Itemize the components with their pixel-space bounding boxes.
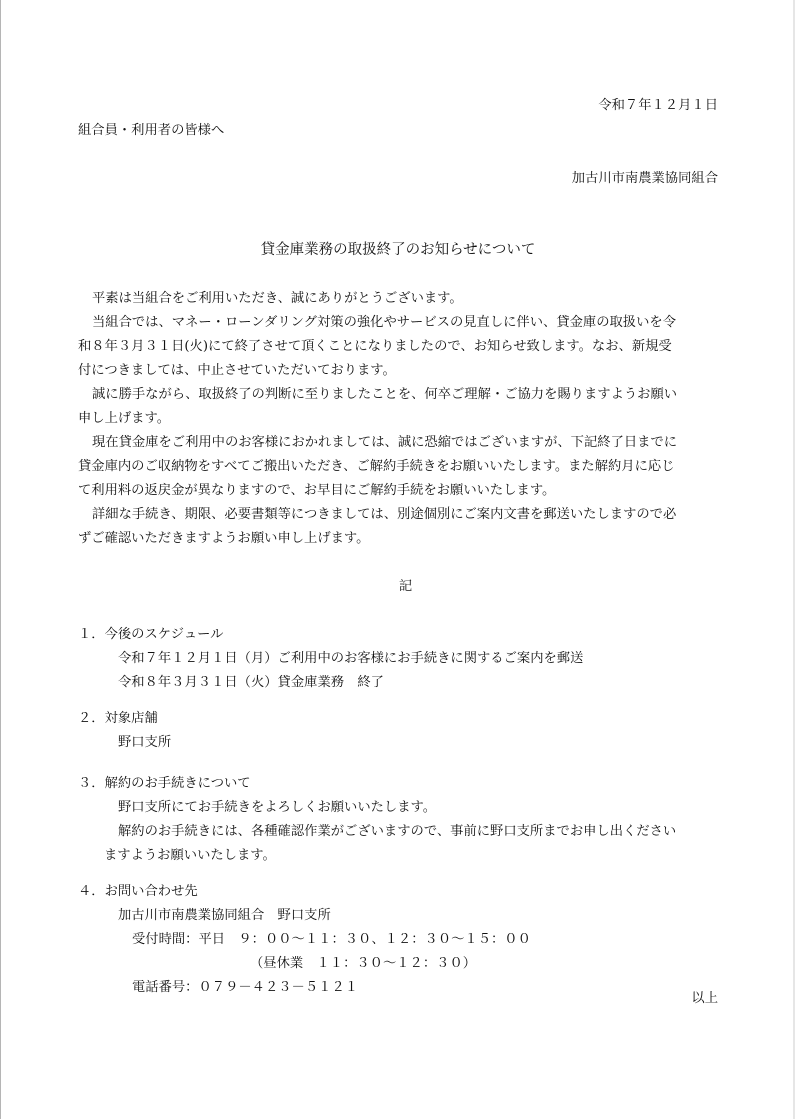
body-line: 和８年３月３１日(火)にて終了させて頂くことになりましたので、お知らせ致します。なお、新規受 [78, 339, 672, 354]
body-line: 当組合では、マネー・ローンダリング対策の強化やサービスの見直しに伴い、貸金庫の取扱いを令 [92, 315, 676, 330]
page-edge-left [0, 0, 1, 1119]
section-heading-procedure: ３．解約のお手続きについて [78, 776, 251, 791]
body-line: 誠に勝手ながら、取扱終了の判断に至りましたことを、何卒ご理解・ご協力を賜りますようお願い [92, 387, 678, 402]
contact-lunch-break: （昼休業 １１：３０～１２：３０） [250, 956, 477, 971]
section-heading-contact: ４．お問い合わせ先 [78, 884, 198, 899]
body-line: ずご確認いただきますようお願い申し上げます。 [78, 531, 370, 546]
page-title: 貸金庫業務の取扱終了のお知らせについて [260, 242, 536, 258]
procedure-line: 野口支所にてお手続きをよろしくお願いいたします。 [118, 800, 437, 815]
schedule-item: 令和８年３月３１日（火）貸金庫業務 終了 [118, 675, 384, 690]
body-line: 貸金庫内のご収納物をすべてご搬出いただき、ご解約手続きをお願いいたします。また解約月に応じ [78, 459, 675, 474]
target-branch: 野口支所 [118, 735, 172, 750]
contact-phone: 電話番号：０７９－４２３－５１２１ [132, 980, 359, 995]
body-line: 申し上げます。 [78, 411, 171, 426]
closing-ijou: 以上 [691, 991, 718, 1006]
ki-heading: 記 [398, 579, 413, 594]
procedure-line: 解約のお手続きには、各種確認作業がございますので、事前に野口支所までお申し出ください [118, 824, 677, 839]
sender-organization: 加古川市南農業協同組合 [571, 171, 718, 186]
body-line: 平素は当組合をご利用いただき、誠にありがとうございます。 [92, 291, 463, 306]
section-heading-target: ２．対象店舗 [78, 711, 158, 726]
contact-hours: 受付時間：平日 ９：００～１１：３０、１２：３０～１５：００ [132, 932, 531, 947]
contact-organization: 加古川市南農業協同組合 野口支所 [118, 908, 331, 923]
addressee: 組合員・利用者の皆様へ [78, 123, 225, 138]
body-line: 付につきましては、中止させていただいております。 [78, 363, 396, 378]
document-date: 令和７年１２月１日 [598, 98, 718, 113]
schedule-item: 令和７年１２月１日（月）ご利用中のお客様にお手続きに関するご案内を郵送 [118, 651, 584, 666]
body-line: 現在貸金庫をご利用中のお客様におかれましては、誠に恐縮ではございますが、下記終了日までに [92, 435, 678, 450]
section-heading-schedule: １．今後のスケジュール [78, 627, 224, 642]
procedure-line: ますようお願いいたします。 [104, 848, 276, 863]
body-line: て利用料の返戻金が異なりますので、お早目にご解約手続をお願いいたします。 [78, 483, 556, 498]
body-line: 詳細な手続き、期限、必要書類等につきましては、別途個別にご案内文書を郵送いたしますので必 [92, 507, 677, 522]
